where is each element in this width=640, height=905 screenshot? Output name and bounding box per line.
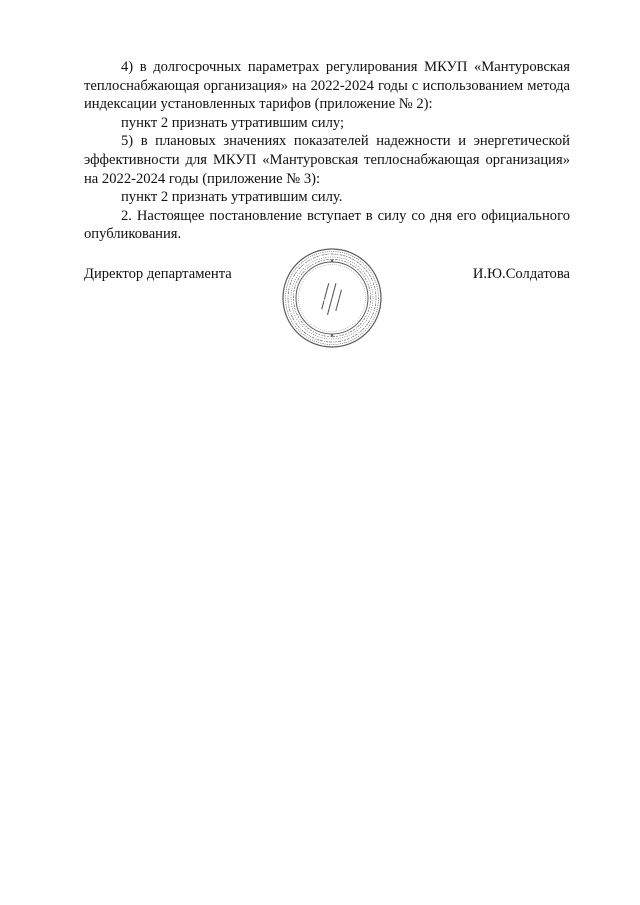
signatory-name: И.Ю.Солдатова [472, 266, 570, 282]
paragraph-item-5: 5) в плановых значениях показателей надежности и энергетической эффективности для МКУП «Мантуровская теплоснабжающая организация» на 2022-2024 годы (приложение № 3): [84, 133, 570, 187]
paragraph-item-4: 4) в долгосрочных параметрах регулирования МКУП «Мантуровская теплоснабжающая организация» на 2022-2024 годы с использованием метода индексации установленных тарифов (приложение № 2): [84, 59, 570, 113]
paragraph-effective-date: 2. Настоящее постановление вступает в силу со дня его официального опубликования. [84, 207, 570, 243]
signatory-position: Директор департамента [84, 266, 232, 282]
document-body [84, 58, 570, 244]
paragraph-item-4-clause: пункт 2 признать утратившим силу; [121, 114, 345, 131]
paragraph-item-5-clause: пункт 2 признать утратившим силу. [121, 189, 343, 206]
official-seal-stamp [281, 247, 383, 349]
